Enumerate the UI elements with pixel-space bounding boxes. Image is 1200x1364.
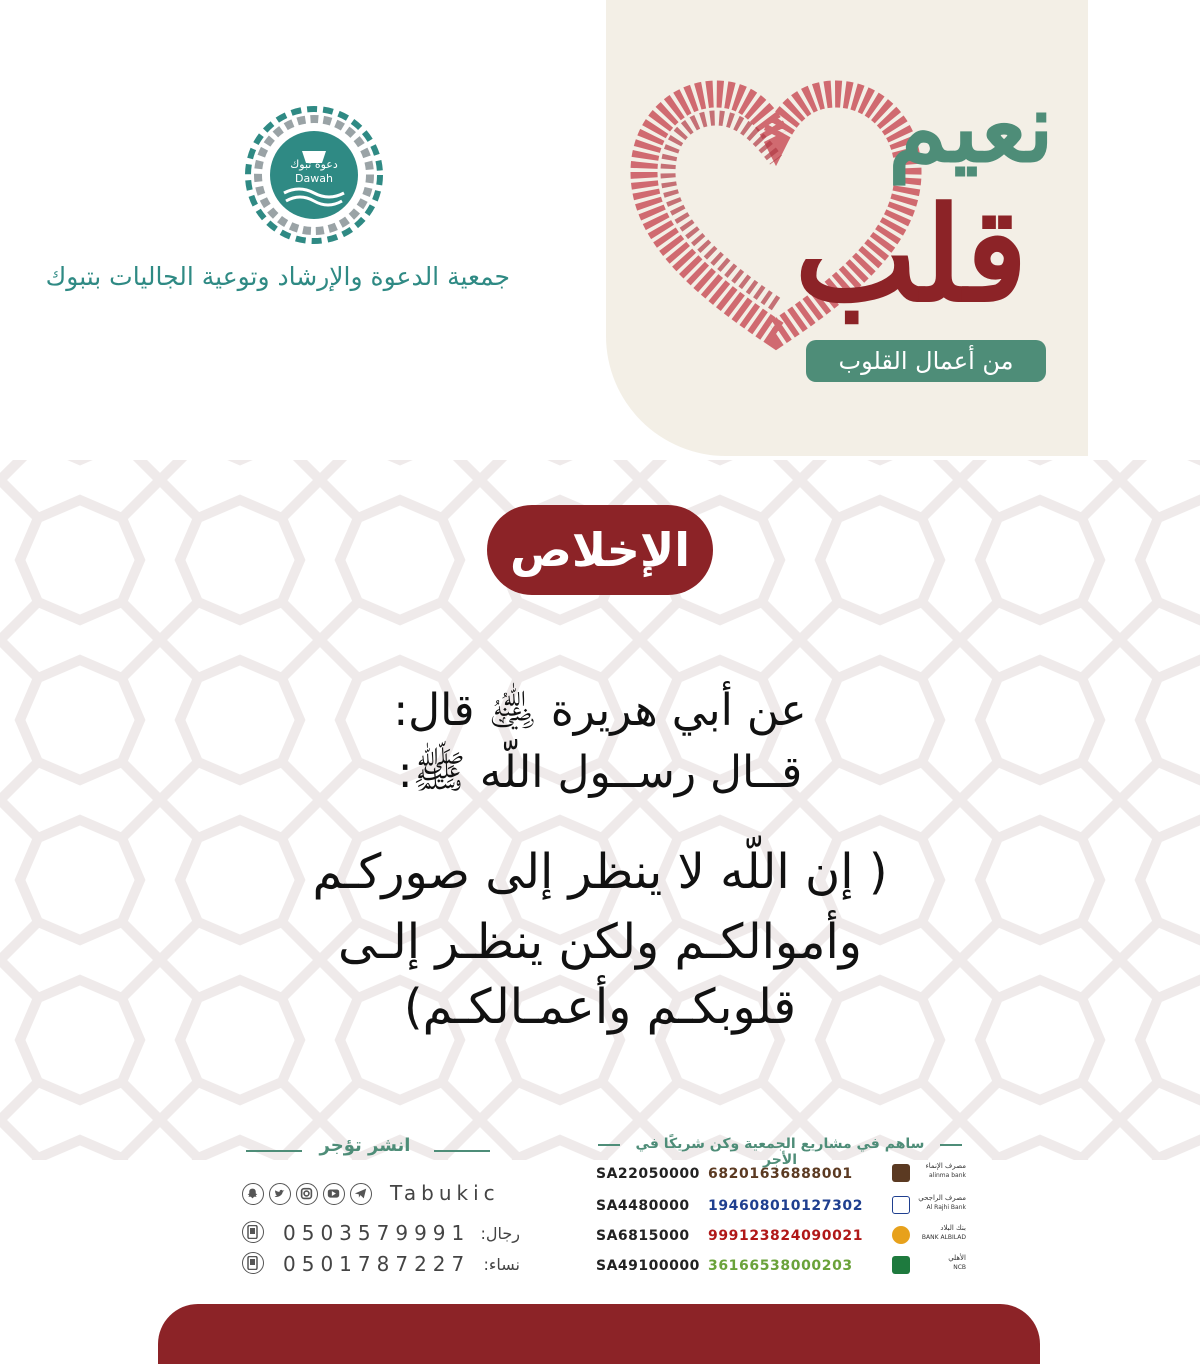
iban-account[interactable]: 36166538000203 (708, 1258, 853, 1274)
bank-name-ar: مصرف الإنماء (925, 1162, 966, 1170)
alrajhi-logo-icon (892, 1196, 910, 1214)
instagram-icon[interactable] (296, 1183, 318, 1205)
hadith-text-1: ( إن اللّه لا ينظر إلى صوركـم (312, 844, 888, 900)
women-phone[interactable]: 0501787227 (283, 1252, 471, 1276)
women-label: نساء: (483, 1255, 520, 1274)
men-label: رجال: (480, 1224, 520, 1243)
iban-prefix: SA4480000 (596, 1198, 690, 1214)
bank-name-en: NCB (953, 1264, 966, 1271)
bank-name-ar: الأهلي (948, 1254, 966, 1262)
iban-prefix: SA6815000 (596, 1228, 690, 1244)
hadith-intro-1: عن أبي هريرة ﵁ قال: (393, 685, 807, 736)
albilad-logo-icon (892, 1226, 910, 1244)
bank-name-ar: مصرف الراجحي (918, 1194, 966, 1202)
hero-card (606, 0, 1088, 456)
footer-bar (158, 1304, 1040, 1364)
page-title: الإخلاص (487, 505, 713, 595)
phone-icon (242, 1221, 264, 1243)
hadith-intro-2: قــال رســول اللّه ﷺ: (397, 747, 803, 798)
bank-divider-right (940, 1144, 962, 1146)
iban-prefix: SA49100000 (596, 1258, 700, 1274)
share-divider-right (434, 1150, 490, 1152)
alinma-logo-icon (892, 1164, 910, 1182)
telegram-icon[interactable] (350, 1183, 372, 1205)
bank-title: ساهم في مشاريع الجمعية وكن شريكًا في الأجر (635, 1136, 925, 1168)
iban-account[interactable]: 999123824090021 (708, 1228, 864, 1244)
hadith-text-3: قلوبكـم وأعمـالكـم) (403, 979, 797, 1035)
bank-name-ar: بنك البلاد (940, 1224, 966, 1232)
youtube-icon[interactable] (323, 1183, 345, 1205)
hero-word-qalb: قلب (794, 178, 1028, 331)
twitter-icon[interactable] (269, 1183, 291, 1205)
logo-name-en: Dawah (295, 172, 333, 185)
bank-row-albilad (596, 1224, 966, 1252)
logo-name-ar: دعوة تبوك (290, 158, 338, 171)
phone-icon (242, 1252, 264, 1274)
bank-row-ncb (596, 1254, 966, 1282)
bank-name-en: Al Rajhi Bank (926, 1204, 966, 1211)
hero-subtitle: من أعمال القلوب (806, 340, 1046, 382)
iban-account[interactable]: 194608010127302 (708, 1198, 864, 1214)
iban-account[interactable]: 68201636888001 (708, 1166, 853, 1182)
bank-name-en: alinma bank (928, 1172, 966, 1179)
org-name: جمعية الدعوة والإرشاد وتوعية الجاليات بتبوك (45, 262, 510, 291)
bank-divider-left (598, 1144, 620, 1146)
snapchat-icon[interactable] (242, 1183, 264, 1205)
social-handle[interactable]: Tabukic (390, 1181, 500, 1205)
bank-row-alinma (596, 1162, 966, 1190)
hadith-text-2: وأموالكـم ولكن ينظـر إلـى (338, 914, 862, 970)
men-phone[interactable]: 0503579991 (283, 1221, 471, 1245)
hero-word-naeem: نعيم (888, 71, 1054, 184)
iban-prefix: SA22050000 (596, 1166, 700, 1182)
share-divider-left (246, 1150, 302, 1152)
bank-name-en: BANK ALBILAD (921, 1234, 966, 1241)
ncb-logo-icon (892, 1256, 910, 1274)
share-title: انشر تؤجر (319, 1135, 411, 1156)
bank-row-alrajhi (596, 1194, 966, 1222)
